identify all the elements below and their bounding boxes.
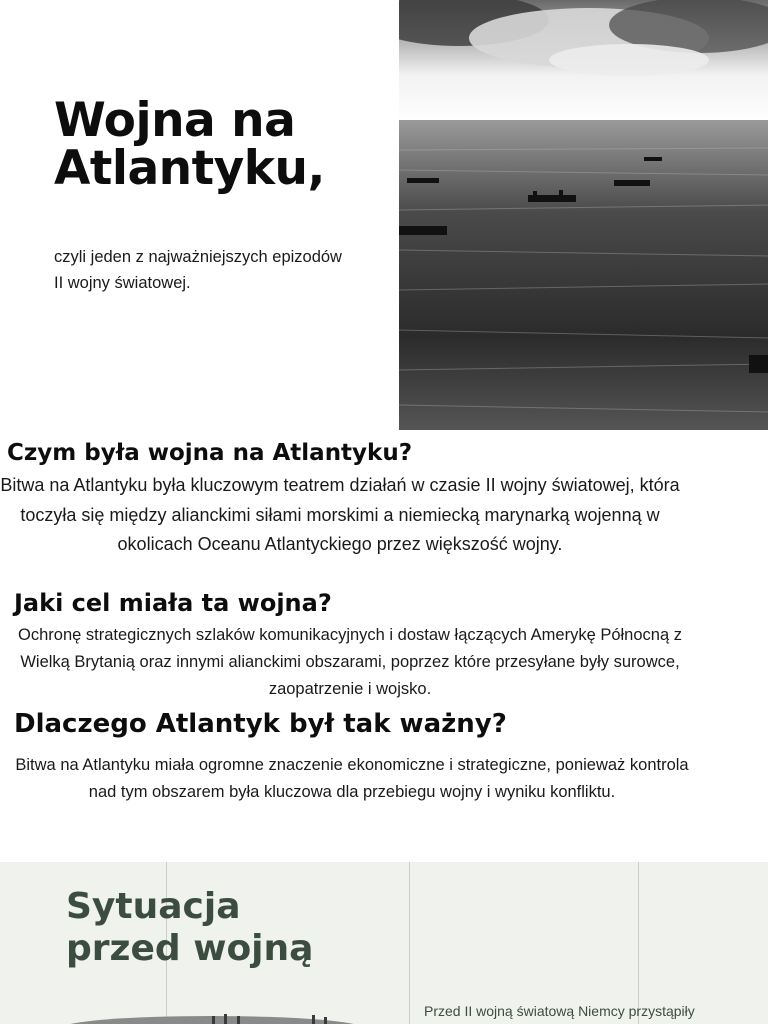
next-page-text: Przed II wojną światową Niemcy przystąpiły (424, 1003, 695, 1019)
next-page-photo (62, 1008, 362, 1024)
next-page-title-line-1: Sytuacja (66, 886, 241, 927)
column-divider (409, 862, 410, 1024)
next-page-title-line-2: przed wojną (66, 928, 314, 969)
next-page-preview (0, 862, 768, 1024)
section-text-goal: Ochronę strategicznych szlaków komunikacyjnych i dostaw łączących Amerykę Północną z Wielką Brytanią oraz innymi alianckimi obszarami, poprzez które przesyłane były surowce, zaopatrzenie i wojsko. (18, 626, 682, 698)
page-title (54, 93, 325, 196)
section-heading-importance: Dlaczego Atlantyk był tak ważny? (14, 709, 507, 739)
section-heading-goal: Jaki cel miała ta wojna? (14, 589, 332, 617)
next-page-title (66, 886, 313, 970)
page-title-line-2: Atlantyku, (54, 141, 325, 196)
section-text-importance: Bitwa na Atlantyku miała ogromne znaczenie ekonomiczne i strategiczne, ponieważ kontrola nad tym obszarem była kluczowa dla przebiegu wojny i wyniku konfliktu. (15, 756, 689, 801)
section-heading-what: Czym była wojna na Atlantyku? (7, 440, 413, 466)
page-title-line-1: Wojna na (54, 93, 296, 148)
page-subtitle: czyli jeden z najważniejszych epizodów II wojny światowej. (54, 248, 342, 292)
section-text-what: Bitwa na Atlantyku była kluczowym teatrem działań w czasie II wojny światowej, która toczyła się między alianckimi siłami morskimi a niemiecką marynarką wojenną w okolicach Oceanu Atlantyckiego przez większość wojny. (0, 475, 680, 554)
column-divider (638, 862, 639, 1024)
hero-photo-convoy (399, 0, 768, 430)
